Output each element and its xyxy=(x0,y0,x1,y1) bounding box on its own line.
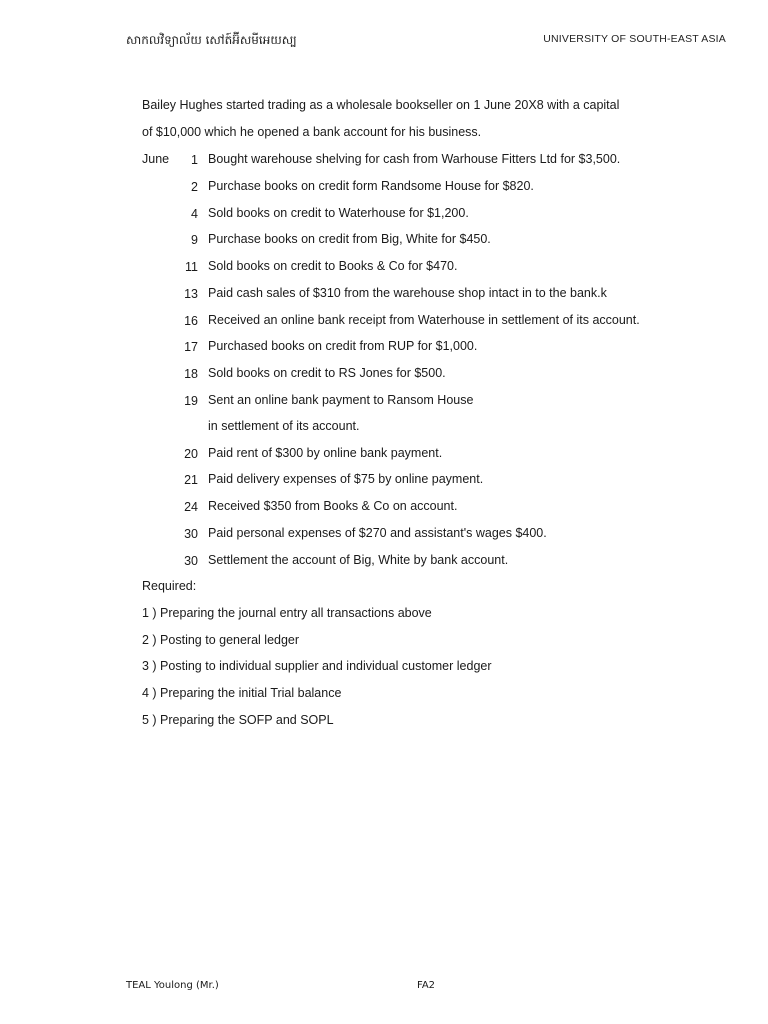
transaction-row xyxy=(0,259,768,281)
required-item: 2 ) Posting to general ledger xyxy=(142,633,300,647)
transaction-day: 13 xyxy=(184,287,198,301)
transaction-row xyxy=(0,206,768,228)
transaction-row xyxy=(0,286,768,308)
transaction-text: Sold books on credit to RS Jones for $500. xyxy=(208,366,446,380)
transaction-text: Purchased books on credit from RUP for $1,000. xyxy=(208,339,478,353)
transaction-day: 9 xyxy=(191,233,198,247)
transaction-text: Received $350 from Books & Co on account. xyxy=(208,499,458,513)
transaction-day: 17 xyxy=(184,340,198,354)
required-heading: Required: xyxy=(142,579,197,593)
transaction-row xyxy=(0,313,768,335)
transaction-day: 21 xyxy=(184,473,198,487)
transaction-text: Paid rent of $300 by online bank payment. xyxy=(208,446,443,460)
transaction-text: Purchase books on credit from Big, White for $450. xyxy=(208,232,491,246)
intro-line-2: of $10,000 which he opened a bank account for his business. xyxy=(142,125,482,139)
transaction-text: Received an online bank receipt from Waterhouse in settlement of its account. xyxy=(208,313,640,327)
transaction-row xyxy=(0,232,768,254)
transaction-day: 1 xyxy=(191,153,198,167)
required-item: 3 ) Posting to individual supplier and individual customer ledger xyxy=(142,659,492,673)
transaction-row xyxy=(0,366,768,388)
transaction-row xyxy=(0,446,768,468)
transaction-day: 30 xyxy=(184,527,198,541)
month-label: June xyxy=(142,152,170,166)
transaction-text: Sent an online bank payment to Ransom House xyxy=(208,393,474,407)
transaction-day: 11 xyxy=(185,260,198,274)
transaction-day: 24 xyxy=(184,500,198,514)
transaction-day: 18 xyxy=(184,367,198,381)
transaction-row xyxy=(0,393,768,415)
transaction-text: Paid personal expenses of $270 and assistant's wages $400. xyxy=(208,526,547,540)
transaction-row xyxy=(0,553,768,575)
transaction-text: Paid cash sales of $310 from the warehouse shop intact in to the bank.k xyxy=(208,286,607,300)
footer-course-code: FA2 xyxy=(417,980,436,991)
transaction-row xyxy=(0,499,768,521)
transaction-day: 30 xyxy=(184,554,198,568)
required-item: 1 ) Preparing the journal entry all transactions above xyxy=(142,606,432,620)
transaction-day: 19 xyxy=(184,394,198,408)
transaction-day: 2 xyxy=(191,180,198,194)
transaction-text: Sold books on credit to Books & Co for $470. xyxy=(208,259,458,273)
transaction-day: 4 xyxy=(191,207,198,221)
transaction-row xyxy=(0,339,768,361)
transaction-text: Paid delivery expenses of $75 by online payment. xyxy=(208,472,484,486)
footer-author: TEAL Youlong (Mr.) xyxy=(126,980,219,991)
transaction-text: Sold books on credit to Waterhouse for $1,200. xyxy=(208,206,469,220)
transaction-text: Settlement the account of Big, White by bank account. xyxy=(208,553,509,567)
transaction-row xyxy=(0,472,768,494)
transaction-row xyxy=(0,526,768,548)
transaction-row-continuation xyxy=(0,419,768,441)
transaction-row xyxy=(0,152,768,174)
required-item: 5 ) Preparing the SOFP and SOPL xyxy=(142,713,334,727)
header-university-khmer: សាកលវិទ្យាល័យ សៅត៍អ៊ីសមីអេយស្ប xyxy=(126,33,297,47)
transaction-text: Purchase books on credit form Randsome House for $820. xyxy=(208,179,534,193)
header-university-english: UNIVERSITY OF SOUTH-EAST ASIA xyxy=(543,33,726,45)
transaction-text: in settlement of its account. xyxy=(208,419,360,433)
intro-line-1: Bailey Hughes started trading as a wholesale bookseller on 1 June 20X8 with a capital xyxy=(142,98,620,112)
transaction-day: 20 xyxy=(184,447,198,461)
required-item: 4 ) Preparing the initial Trial balance xyxy=(142,686,342,700)
transaction-row xyxy=(0,179,768,201)
transaction-text: Bought warehouse shelving for cash from Warhouse Fitters Ltd for $3,500. xyxy=(208,152,621,166)
transaction-day: 16 xyxy=(184,314,198,328)
